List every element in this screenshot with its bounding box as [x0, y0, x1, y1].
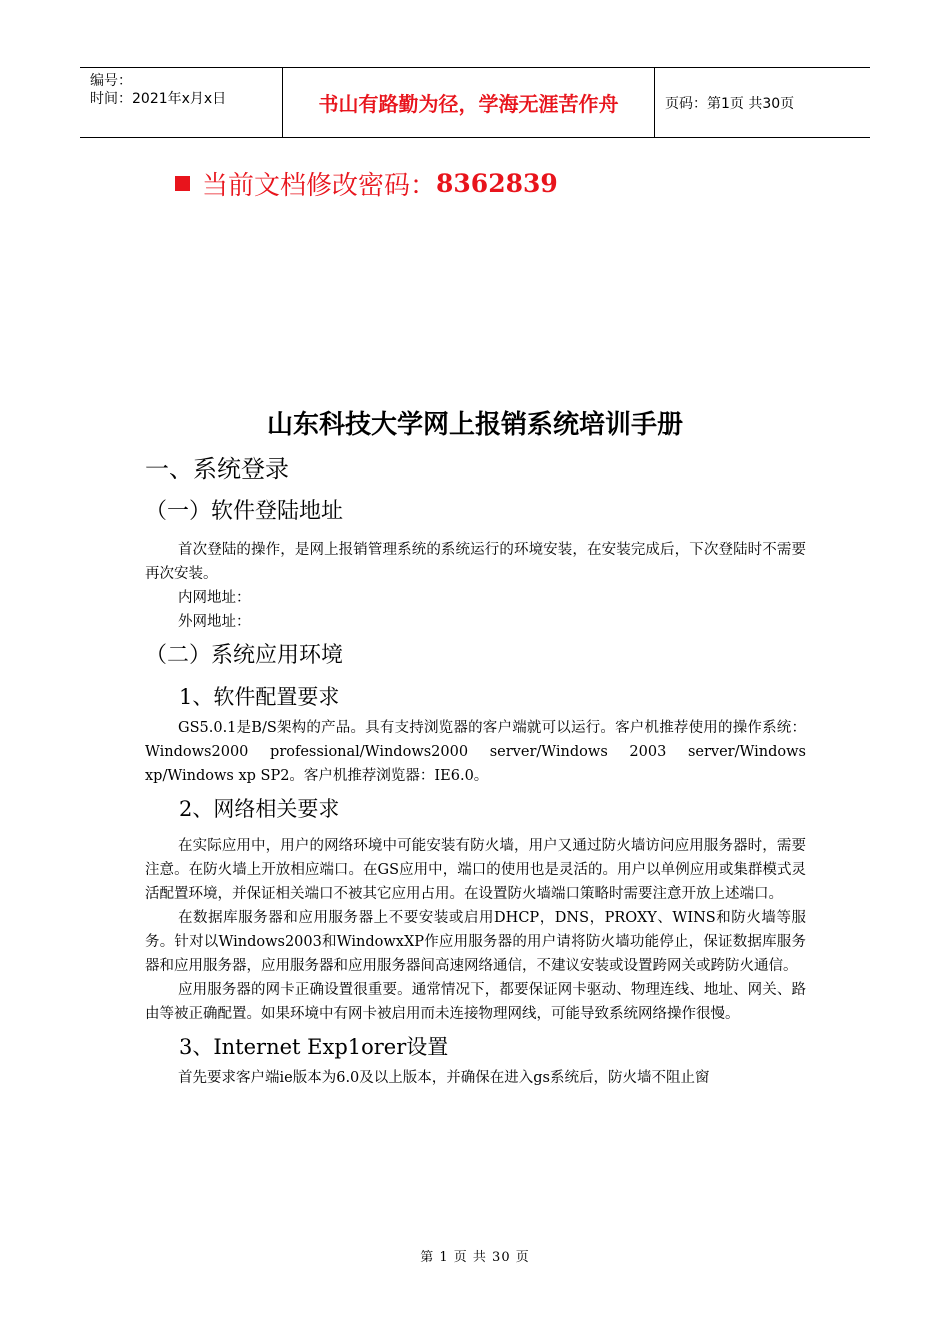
section-heading-1-2-1: 1、软件配置要求: [179, 685, 340, 709]
paragraph: 应用服务器的网卡正确设置很重要。通常情况下，都要保证网卡驱动、物理连线、地址、网关、路由等被正确配置。如果环境中有网卡被启用而未连接物理网线，可能导致系统网络操作很慢。: [145, 982, 806, 1022]
password-notice: [175, 165, 558, 202]
paragraph: GS5.0.1是B/S架构的产品。具有支持浏览器的客户端就可以运行。客户机推荐使用的操作系统：Windows2000 professional/Windows2000 server/Windows 2003 server/Windows xp/Windows xp SP2。客户机推荐浏览器：IE6.0。: [145, 720, 806, 784]
password-code: 8362839: [436, 169, 558, 198]
document-body: [145, 452, 806, 1090]
header-motto: 书山有路勤为径，学海无涯苦作舟: [282, 68, 655, 137]
paragraph: 首次登陆的操作，是网上报销管理系统的系统运行的环境安装，在安装完成后，下次登陆时不需要再次安装。: [145, 542, 806, 582]
page-footer: 第 1 页 共 30 页: [420, 1250, 530, 1265]
header-info-cell: [80, 68, 282, 137]
password-label: 当前文档修改密码：: [202, 171, 437, 201]
header-page-info: 页码：第1页 共30页: [665, 95, 795, 112]
paragraph: 在数据库服务器和应用服务器上不要安装或启用DHCP，DNS，PROXY、WINS和防火墙等服务。针对以Windows2003和WindowxXP作应用服务器的用户请将防火墙功能停止，保证数据库服务器和应用服务器，应用服务器和应用服务器间高速网络通信，不建议安装或设置跨网关或跨防火通信。: [145, 910, 806, 974]
paragraph: 首先要求客户端ie版本为6.0及以上版本，并确保在进入gs系统后，防火墙不阻止窗: [178, 1070, 710, 1086]
section-heading-1: 一、系统登录: [145, 455, 289, 483]
doc-date: 时间：2021年x月x日: [90, 91, 227, 107]
section-heading-1-1: （一）软件登陆地址: [145, 499, 344, 524]
header-table: [80, 67, 870, 138]
extranet-address: 外网地址：: [178, 614, 251, 630]
intranet-address: 内网地址：: [178, 590, 251, 606]
section-heading-1-2-3: 3、Internet Exp1orer设置: [179, 1035, 449, 1059]
section-heading-1-2-2: 2、网络相关要求: [179, 797, 340, 821]
section-heading-1-2: （二）系统应用环境: [145, 643, 344, 668]
square-bullet-icon: [175, 176, 190, 191]
doc-number-label: 编号：: [90, 73, 132, 89]
paragraph: 在实际应用中，用户的网络环境中可能安装有防火墙，用户又通过防火墙访问应用服务器时，需要注意。在防火墙上开放相应端口。在GS应用中，端口的使用也是灵活的。用户以单例应用或集群模式灵活配置环境，并保证相关端口不被其它应用占用。在设置防火墙端口策略时需要注意开放上述端口。: [145, 838, 806, 902]
document-title: 山东科技大学网上报销系统培训手册: [266, 410, 683, 440]
